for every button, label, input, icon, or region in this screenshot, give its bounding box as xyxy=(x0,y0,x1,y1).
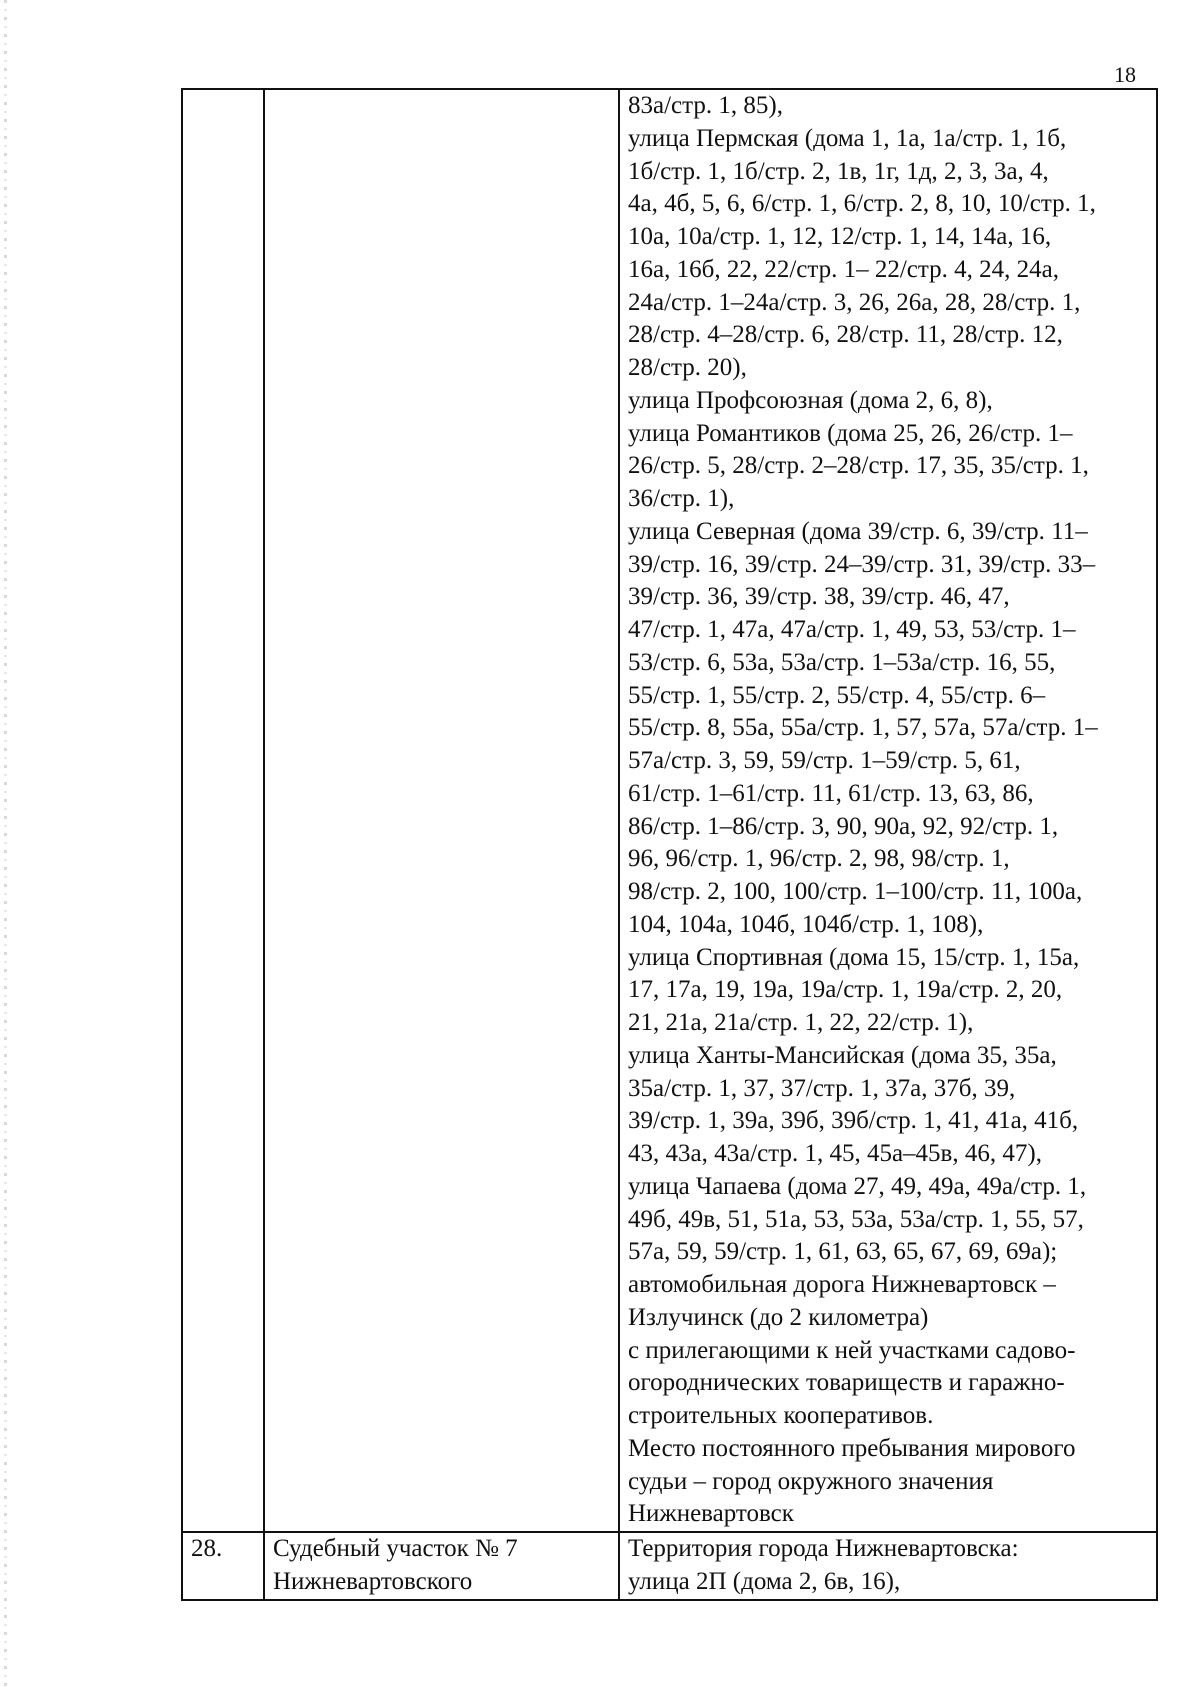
territory-line: 57а/стр. 3, 59, 59/стр. 1–59/стр. 5, 61, xyxy=(628,747,1021,774)
territory-line: 104, 104а, 104б, 104б/стр. 1, 108), xyxy=(628,910,984,938)
territory-line: 17, 17а, 19, 19а, 19а/стр. 1, 19а/стр. 2, 20, xyxy=(628,976,1063,1004)
table-row-continuation xyxy=(182,89,1157,1532)
territory-line: 83а/стр. 1, 85), xyxy=(628,92,783,119)
scan-edge-artifact xyxy=(4,0,7,1687)
territory-line: 28/стр. 20), xyxy=(628,354,747,381)
territory-line: улица 2П (дома 2, 6в, 16), xyxy=(628,1567,901,1595)
territory-line: 98/стр. 2, 100, 100/стр. 1–100/стр. 11, 100а, xyxy=(628,878,1083,905)
territory-cell xyxy=(619,89,1157,1532)
territory-line: Излучинск (до 2 километра) xyxy=(628,1303,929,1331)
territory-line: 55/стр. 1, 55/стр. 2, 55/стр. 4, 55/стр. 6– xyxy=(628,681,1046,709)
territory-line: улица Профсоюзная (дома 2, 6, 8), xyxy=(628,386,993,414)
territory-line: 55/стр. 8, 55а, 55а/стр. 1, 57, 57а, 57а/стр. 1– xyxy=(628,714,1098,742)
row-number-cell xyxy=(182,89,264,1532)
table-row-28 xyxy=(182,1532,1157,1600)
territory-line: 39/стр. 1, 39а, 39б, 39б/стр. 1, 41, 41а, 41б, xyxy=(628,1107,1079,1135)
territory-line: 49б, 49в, 51, 51а, 53, 53а, 53а/стр. 1, 55, 57, xyxy=(628,1205,1084,1233)
territory-line: 16а, 16б, 22, 22/стр. 1– 22/стр. 4, 24, 24а, xyxy=(628,255,1059,283)
territory-cell xyxy=(619,1532,1157,1600)
territory-line: 61/стр. 1–61/стр. 11, 61/стр. 13, 63, 86, xyxy=(628,779,1034,807)
territory-line: 21, 21а, 21а/стр. 1, 22, 22/стр. 1), xyxy=(628,1009,974,1036)
territory-line: автомобильная дорога Нижневартовск – xyxy=(628,1271,1056,1298)
territory-line: Территория города Нижневартовска: xyxy=(628,1535,1019,1562)
territory-line: с прилегающими к ней участками садово- xyxy=(628,1336,1076,1364)
territory-line: улица Романтиков (дома 25, 26, 26/стр. 1– xyxy=(628,419,1073,447)
district-name-line: Судебный участок № 7 xyxy=(273,1535,518,1562)
territory-line: 4а, 4б, 5, 6, 6/стр. 1, 6/стр. 2, 8, 10, 10/стр. 1, xyxy=(628,190,1096,218)
territory-line: улица Ханты-Мансийская (дома 35, 35а, xyxy=(628,1041,1057,1069)
territory-line: 10а, 10а/стр. 1, 12, 12/стр. 1, 14, 14а, 16, xyxy=(628,223,1052,250)
territory-line: Место постоянного пребывания мирового xyxy=(628,1434,1076,1462)
territory-line: 35а/стр. 1, 37, 37/стр. 1, 37а, 37б, 39, xyxy=(628,1074,1016,1102)
territory-line: 26/стр. 5, 28/стр. 2–28/стр. 17, 35, 35/стр. 1, xyxy=(628,452,1089,480)
territory-line: 1б/стр. 1, 1б/стр. 2, 1в, 1г, 1д, 2, 3, 3а, 4, xyxy=(628,157,1049,185)
territory-line: строительных кооперативов. xyxy=(628,1402,934,1429)
district-name-line: Нижневартовского xyxy=(273,1567,473,1595)
territory-line: Нижневартовск xyxy=(628,1500,794,1528)
territory-line: 96, 96/стр. 1, 96/стр. 2, 98, 98/стр. 1, xyxy=(628,845,1010,873)
territory-line: 24а/стр. 1–24а/стр. 3, 26, 26а, 28, 28/стр. 1, xyxy=(628,288,1081,316)
territory-line: улица Чапаева (дома 27, 49, 49а, 49а/стр. 1, xyxy=(628,1172,1087,1200)
territory-line: 57а, 59, 59/стр. 1, 61, 63, 65, 67, 69, 69а); xyxy=(628,1238,1058,1266)
row-number-cell: 28. xyxy=(182,1532,264,1600)
territory-line: 28/стр. 4–28/стр. 6, 28/стр. 11, 28/стр. 12, xyxy=(628,321,1063,349)
territory-line: 43, 43а, 43а/стр. 1, 45, 45а–45в, 46, 47), xyxy=(628,1140,1042,1167)
territory-line: судьи – город окружного значения xyxy=(628,1467,994,1495)
territory-line: улица Пермская (дома 1, 1а, 1а/стр. 1, 1б, xyxy=(628,124,1067,152)
territory-line: 86/стр. 1–86/стр. 3, 90, 90а, 92, 92/стр. 1, xyxy=(628,812,1059,840)
territory-text xyxy=(628,90,1148,1531)
territory-line: 39/стр. 36, 39/стр. 38, 39/стр. 46, 47, xyxy=(628,583,1010,611)
territory-line: 39/стр. 16, 39/стр. 24–39/стр. 31, 39/стр. 33– xyxy=(628,550,1096,578)
district-name-cell xyxy=(264,1532,619,1600)
court-districts-table xyxy=(181,88,1158,1601)
page-number: 18 xyxy=(1114,62,1136,87)
territory-line: улица Спортивная (дома 15, 15/стр. 1, 15а, xyxy=(628,943,1080,971)
territory-line: 36/стр. 1), xyxy=(628,485,735,512)
territory-line: огороднических товариществ и гаражно- xyxy=(628,1369,1065,1397)
district-name-cell xyxy=(264,89,619,1532)
territory-line: улица Северная (дома 39/стр. 6, 39/стр. 11– xyxy=(628,517,1088,545)
territory-line: 53/стр. 6, 53а, 53а/стр. 1–53а/стр. 16, 55, xyxy=(628,648,1056,676)
territory-line: 47/стр. 1, 47а, 47а/стр. 1, 49, 53, 53/стр. 1– xyxy=(628,616,1076,643)
